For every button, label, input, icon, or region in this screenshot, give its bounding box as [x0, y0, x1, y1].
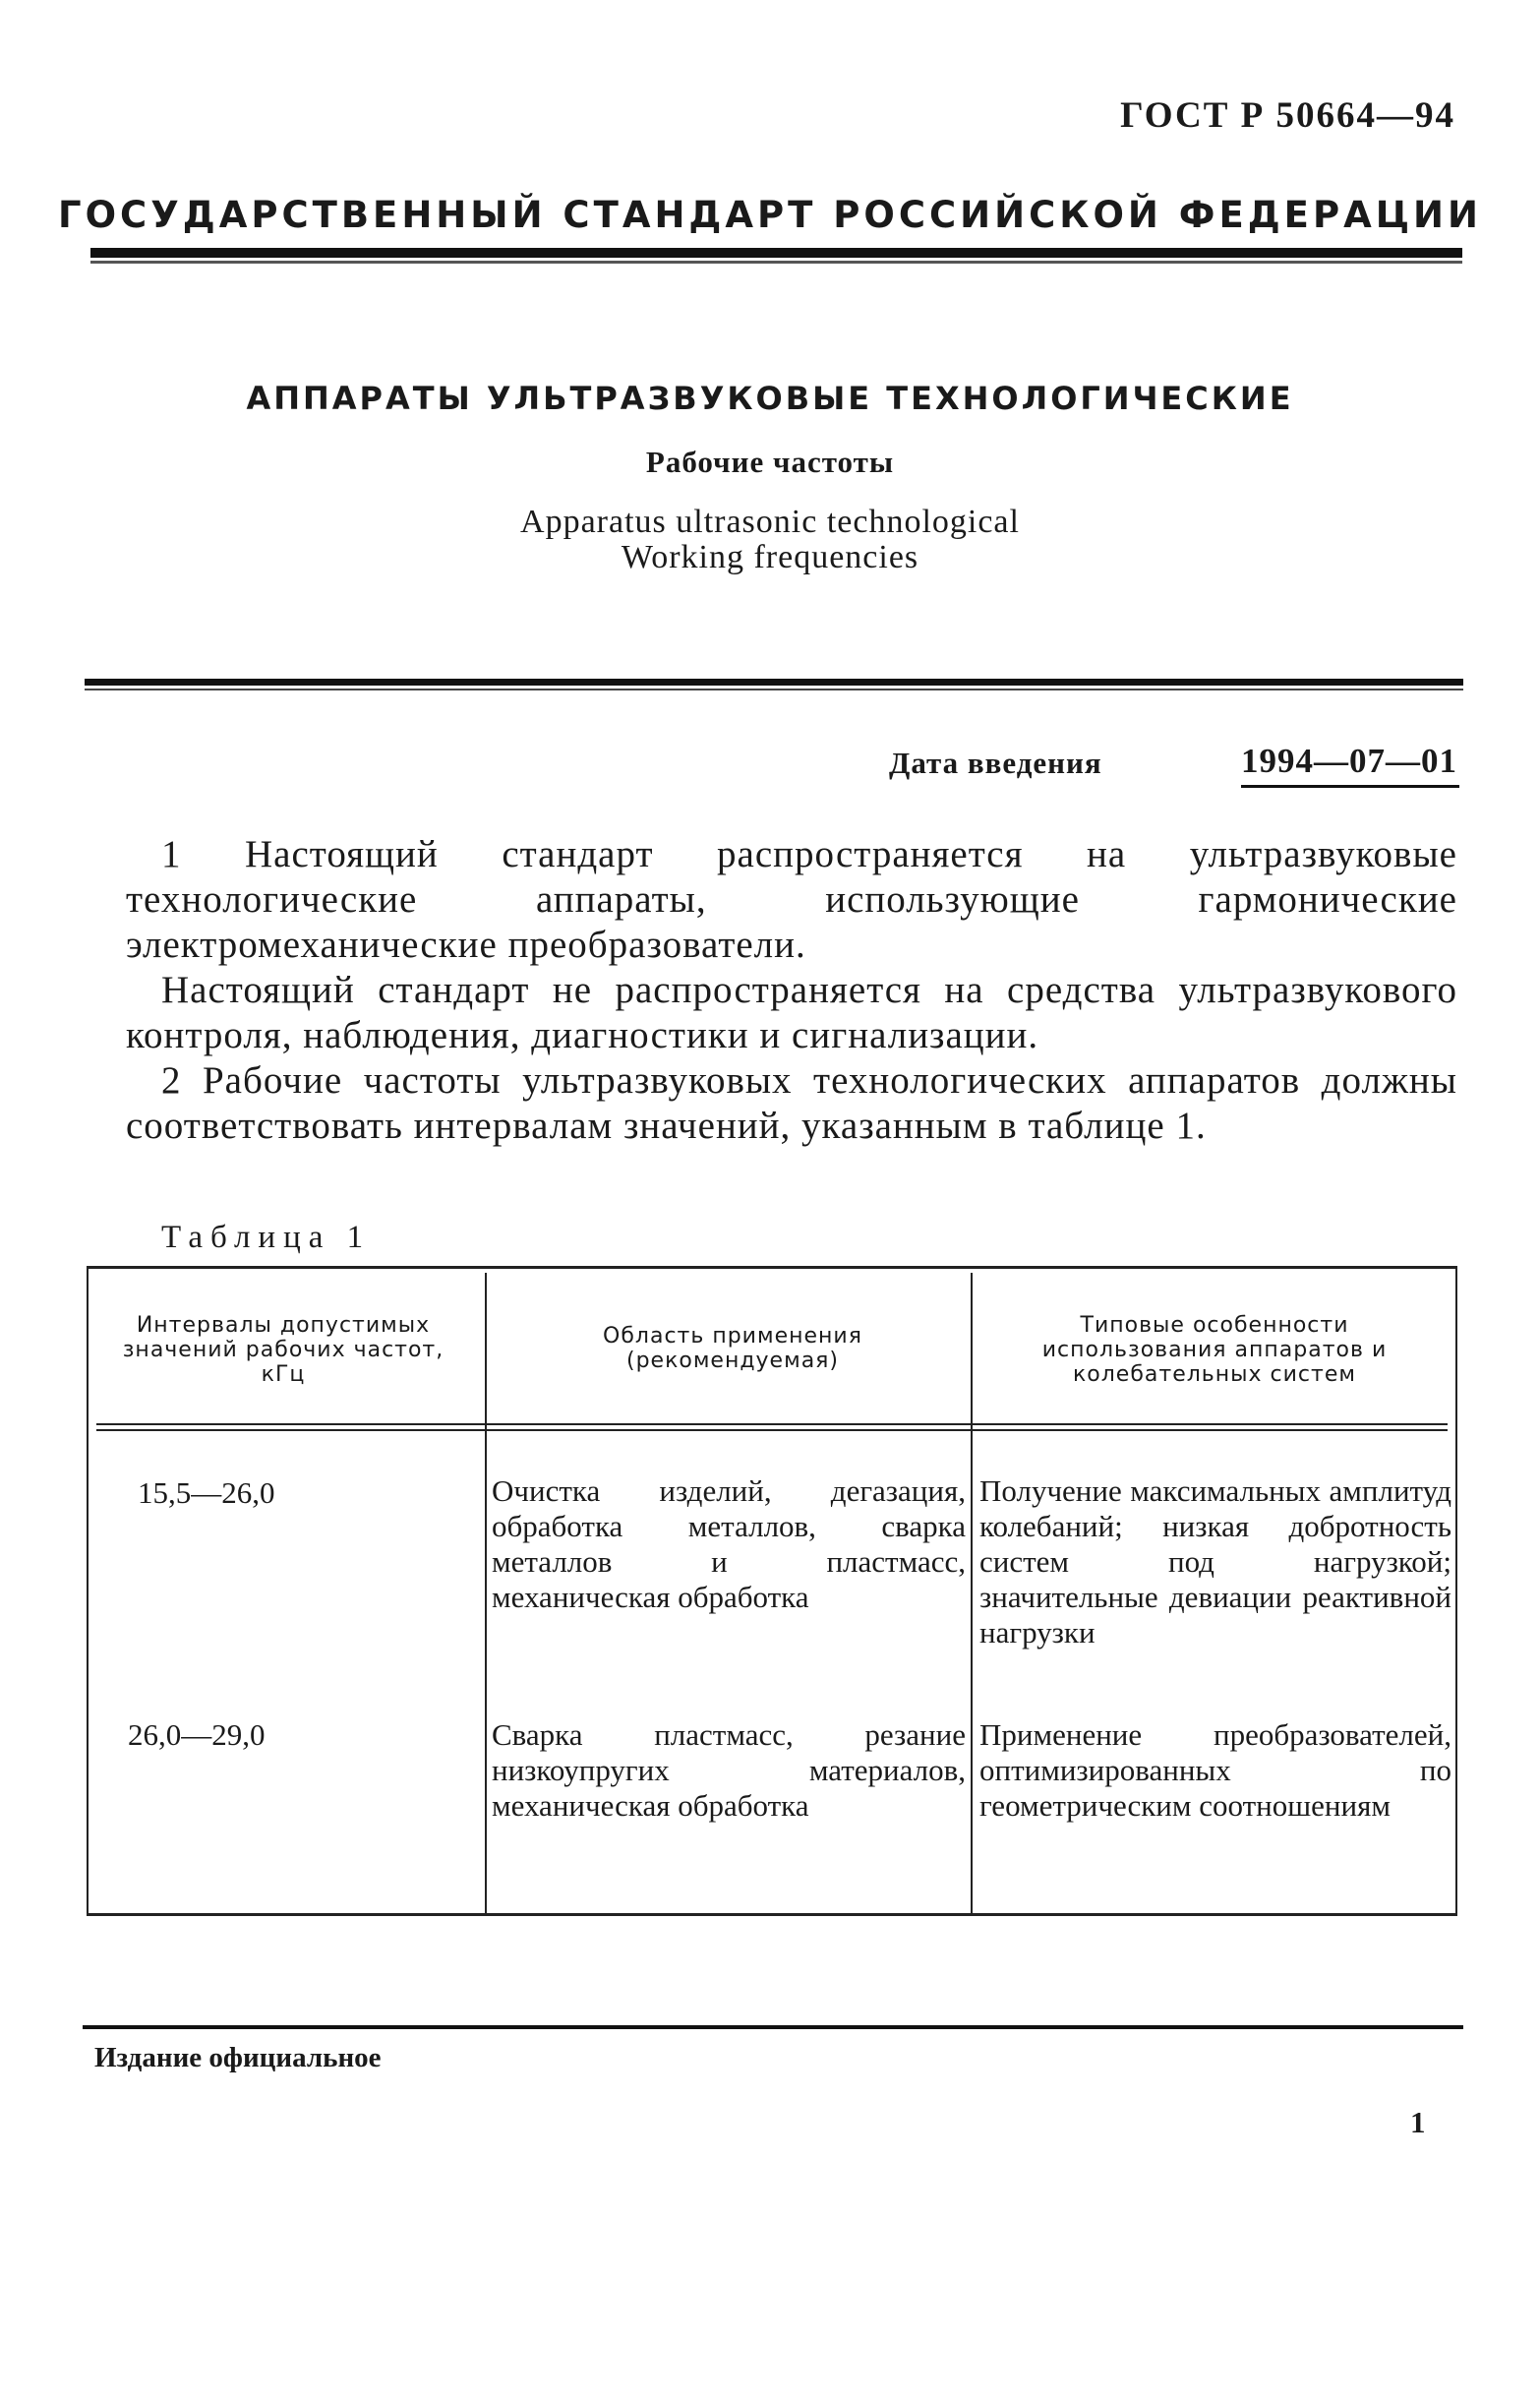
- header-divider-thin: [90, 261, 1462, 264]
- paragraph-frequencies: 2 Рабочие частоты ультразвуковых технологических аппаратов должны соответствовать интервалам значений, указанным в таблице 1.: [126, 1059, 1457, 1147]
- standard-code: ГОСТ Р 50664—94: [1120, 95, 1455, 136]
- table-header-application: Область применения (рекомендуемая): [603, 1324, 862, 1373]
- title-divider: [85, 679, 1463, 686]
- row1-application: Очистка изделий, дегазация, обработка металлов, сварка металлов и пластмасс, механическая обработка: [492, 1473, 966, 1614]
- intro-date-value: 1994—07—01: [1241, 742, 1457, 780]
- table-col-divider-2: [971, 1273, 973, 1913]
- english-subtitle: Working frequencies: [621, 539, 919, 575]
- paragraph-exclusion: Настоящий стандарт не распространяется на средства ультразвукового контроля, наблюдения, диагностики и сигнализации.: [126, 969, 1457, 1056]
- table-caption: Таблица 1: [161, 1220, 372, 1255]
- english-title: Apparatus ultrasonic technological: [520, 504, 1020, 540]
- row2-features: Применение преобразователей, оптимизированных по геометрическим соотношениям: [979, 1717, 1451, 1823]
- row1-range: 15,5—26,0: [138, 1475, 275, 1510]
- document-title: АППАРАТЫ УЛЬТРАЗВУКОВЫЕ ТЕХНОЛОГИЧЕСКИЕ: [246, 380, 1294, 417]
- edition-note: Издание официальное: [94, 2042, 382, 2073]
- table-header-frequency: Интервалы допустимых значений рабочих частот, кГц: [122, 1313, 444, 1387]
- row2-application: Сварка пластмасс, резание низкоупругих материалов, механическая обработка: [492, 1717, 966, 1823]
- paragraph-scope: 1 Настоящий стандарт распространяется на ультразвуковые технологические аппараты, использующие гармонические электромеханические преобразователи.: [126, 833, 1457, 966]
- table-bottom-border: [87, 1913, 1457, 1916]
- intro-date-underline: [1241, 785, 1459, 788]
- intro-date-label: Дата введения: [889, 746, 1102, 780]
- table-left-border: [87, 1266, 89, 1915]
- table-right-border: [1455, 1266, 1457, 1915]
- table-top-border: [87, 1266, 1457, 1269]
- header-divider: [90, 248, 1462, 258]
- document-subtitle: Рабочие частоты: [645, 445, 895, 479]
- row1-features: Получение максимальных амплитуд колебаний; низкая добротность систем под нагрузкой; значительные девиации реактивной нагрузки: [979, 1473, 1451, 1649]
- table-col-divider-1: [485, 1273, 487, 1913]
- row2-range: 26,0—29,0: [128, 1717, 266, 1752]
- table-header-features: Типовые особенности использования аппаратов и колебательных систем: [1041, 1313, 1388, 1387]
- table-header-border-double: [96, 1429, 1448, 1431]
- page-number: 1: [1410, 2105, 1426, 2139]
- state-standard-heading: ГОСУДАРСТВЕННЫЙ СТАНДАРТ РОССИЙСКОЙ ФЕДЕРАЦИИ: [58, 194, 1482, 236]
- title-divider-thin: [85, 689, 1463, 690]
- table-header-border: [96, 1423, 1448, 1425]
- footer-divider: [83, 2025, 1463, 2029]
